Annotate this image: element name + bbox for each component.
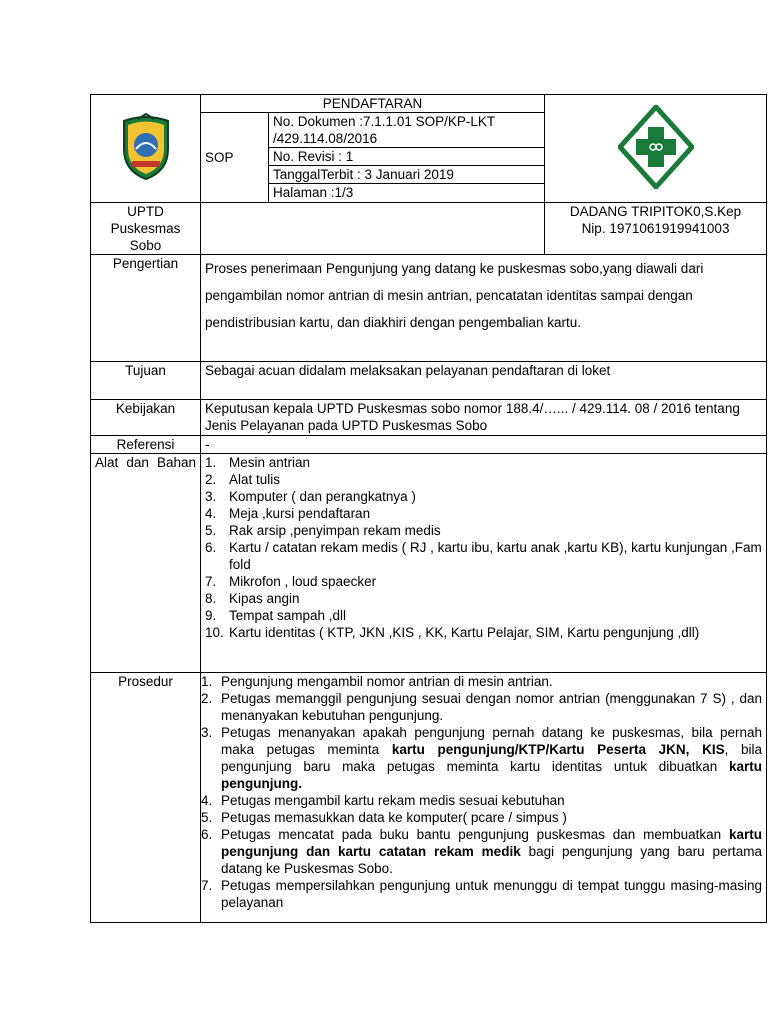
alat-list: [205, 454, 762, 641]
list-item: 4. Petugas mengambil kartu rekam medis sesuai kebutuhan: [201, 793, 565, 808]
kebijakan-label: Kebijakan: [91, 400, 201, 436]
signer-name: DADANG TRIPITOK0,S.Kep: [569, 204, 742, 219]
list-item: 9. Tempat sampah ,dll: [205, 608, 347, 623]
tujuan-text: Sebagai acuan didalam melaksakan pelayanan pendaftaran di loket: [201, 362, 767, 400]
puskesmas-cross-emblem-icon: [618, 105, 694, 189]
list-item: 6. Kartu / catatan rekam medis ( RJ , kartu ibu, kartu anak ,kartu KB), kartu kunjungan ,Fam fold: [205, 540, 762, 572]
doc-info-cell: [269, 113, 545, 203]
issue-date: TanggalTerbit : 3 Januari 2019: [269, 166, 544, 184]
pengertian-label: Pengertian: [91, 255, 201, 362]
sop-table: [90, 94, 767, 923]
tujuan-label: Tujuan: [91, 362, 201, 400]
list-item: 1. Mesin antrian: [205, 455, 311, 470]
kebijakan-text: Keputusan kepala UPTD Puskesmas sobo nomor 188.4/…... / 429.114. 08 / 2016 tentang Jenis Pelayanan pada UPTD Puskesmas Sobo: [201, 400, 767, 436]
referensi-text: -: [201, 436, 767, 454]
signer-cell: [545, 203, 767, 255]
org-name-cell: [91, 203, 201, 255]
list-item: 3. Petugas menanyakan apakah pengunjung pernah datang ke puskesmas, bila pernah maka petugas meminta kartu pengunjung/KTP/Kartu Peserta JKN, KIS, bila pengunjung baru maka petugas meminta kartu identitas untuk dibuatkan kartu pengunjung.: [201, 725, 763, 791]
org-name: UPTD Puskesmas Sobo: [110, 204, 181, 253]
page-number: Halaman :1/3: [273, 185, 354, 200]
sop-label-cell: [201, 113, 269, 203]
list-item: 1. Pengunjung mengambil nomor antrian di mesin antrian.: [201, 674, 553, 689]
list-item: 5. Rak arsip ,penyimpan rekam medis: [205, 523, 441, 538]
prosedur-list: [201, 673, 762, 911]
right-logo-cell: [545, 95, 767, 203]
list-item: 10. Kartu identitas ( KTP, JKN ,KIS , KK, Kartu Pelajar, SIM, Kartu pengunjung ,dll): [205, 625, 700, 640]
list-item: 7. Petugas mempersilahkan pengunjung untuk menunggu di tempat tunggu masing-masing pelayanan: [201, 878, 763, 910]
alat-list-cell: [201, 454, 767, 673]
prosedur-list-cell: [201, 673, 767, 923]
doc-info-table: [269, 113, 544, 201]
sop-label: SOP: [205, 150, 234, 165]
list-item: 2. Alat tulis: [205, 472, 281, 487]
sop-title: PENDAFTARAN: [322, 96, 423, 111]
list-item: 7. Mikrofon , loud spaecker: [205, 574, 377, 589]
doc-number: No. Dokumen :7.1.1.01 SOP/KP-LKT /429.114.08/2016: [269, 113, 544, 148]
list-item: 6. Petugas mencatat pada buku bantu pengunjung puskesmas dan membuatkan kartu pengunjung dan kartu catatan rekam medik bagi pengunjung yang baru pertama datang ke Puskesmas Sobo.: [201, 827, 763, 876]
list-item: 3. Komputer ( dan perangkatnya ): [205, 489, 416, 504]
list-item: 8. Kipas angin: [205, 591, 300, 606]
revision-number: No. Revisi : 1: [269, 148, 544, 166]
referensi-label: Referensi: [91, 436, 201, 454]
list-item: 4. Meja ,kursi pendaftaran: [205, 506, 371, 521]
list-item: 5. Petugas memasukkan data ke komputer( pcare / simpus ): [201, 810, 567, 825]
title-cell: [201, 95, 545, 113]
prosedur-label: Prosedur: [91, 673, 201, 923]
left-logo-cell: [91, 95, 201, 203]
pengertian-text: Proses penerimaan Pengunjung yang datang ke puskesmas sobo,yang diawali dari pengambilan nomor antrian di mesin antrian, pencatatan identitas sampai dengan pendistribusian kartu, dan diakhiri dengan pengembalian kartu.: [201, 255, 767, 362]
blank-cell: [201, 203, 545, 255]
list-item: 2. Petugas memanggil pengunjung sesuai dengan nomor antrian (menggunakan 7 S) , dan menanyakan kebutuhan pengunjung.: [201, 691, 763, 723]
regional-emblem-icon: [118, 113, 174, 181]
alat-label: Alat dan Bahan: [91, 454, 201, 673]
signer-nip: Nip. 1971061919941003: [581, 221, 730, 236]
